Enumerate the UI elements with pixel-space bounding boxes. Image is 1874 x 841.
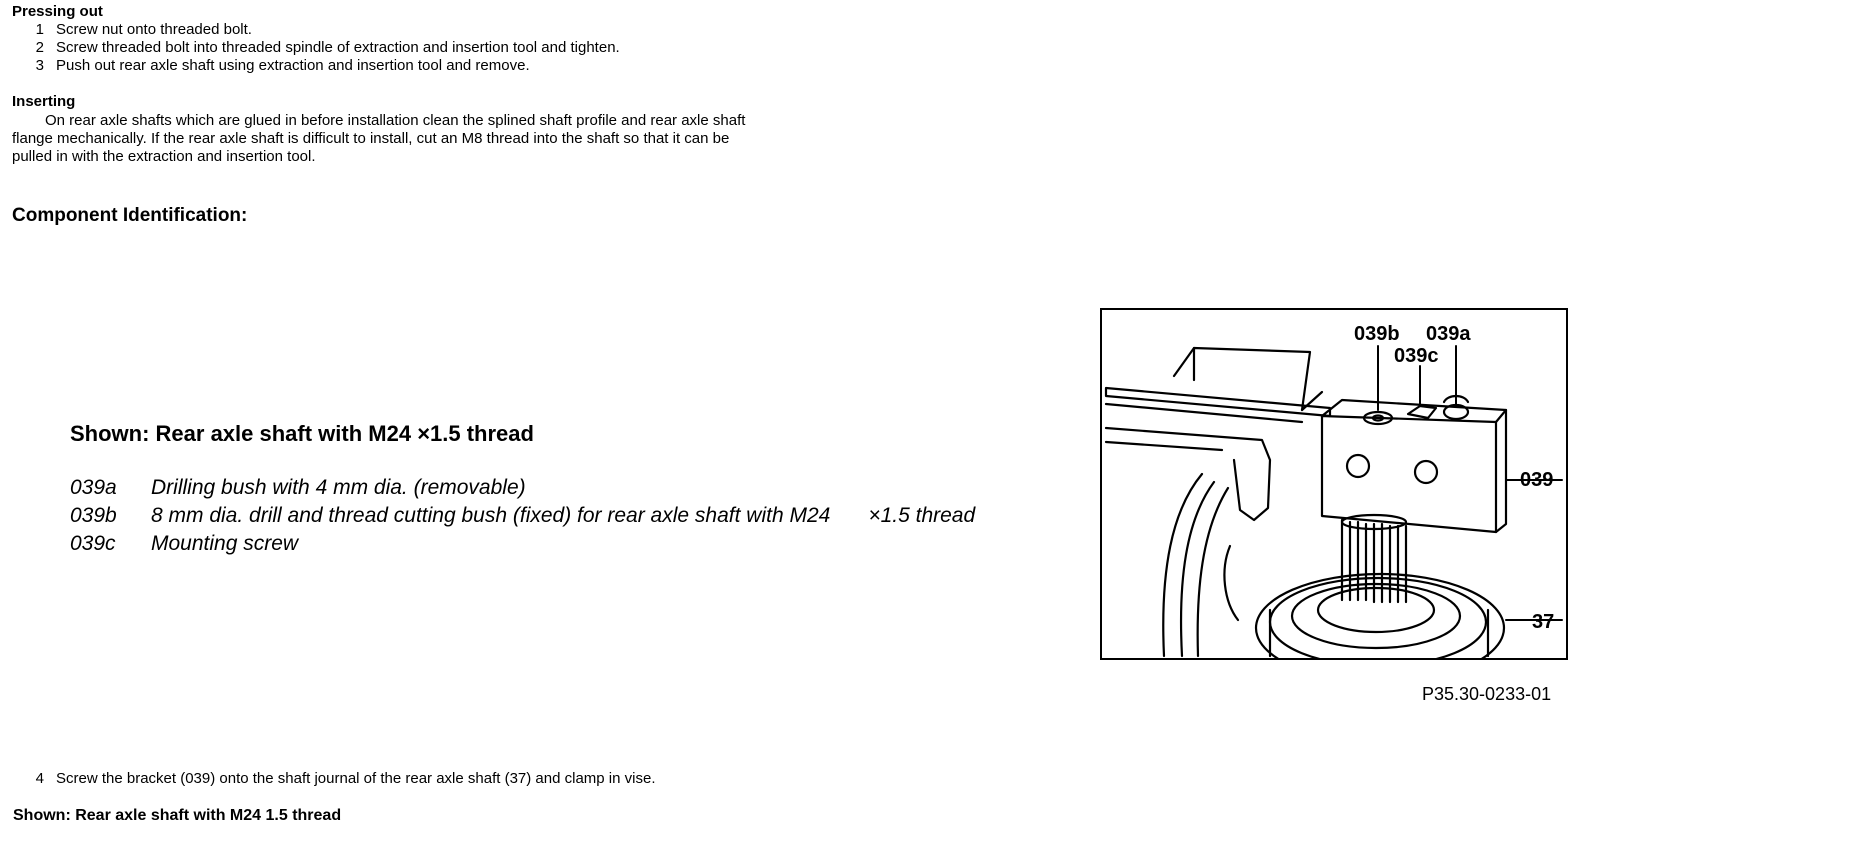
screw-039c	[1408, 406, 1436, 418]
vise-casting	[1163, 474, 1202, 656]
footer-shown-caption: Shown: Rear axle shaft with M24 1.5 thread	[13, 807, 342, 824]
legend-code: 039b	[70, 504, 117, 527]
step-number: 2	[35, 39, 44, 56]
hub-ring-mid	[1292, 584, 1460, 648]
step-4	[12, 770, 655, 787]
legend-item-039c	[70, 532, 298, 556]
vise-bracket-drawing	[1102, 310, 1566, 658]
component-identification-title: Component Identification:	[12, 205, 248, 226]
step-1	[12, 21, 252, 38]
legend-text: 8 mm dia. drill and thread cutting bush (fixed) for rear axle shaft with M24	[151, 504, 831, 527]
shown-caption: Shown: Rear axle shaft with M24 ×1.5 thread	[70, 421, 534, 446]
legend-item-039b	[70, 504, 975, 528]
hub-ring-inner	[1318, 588, 1434, 632]
legend-text: Drilling bush with 4 mm dia. (removable)	[151, 476, 526, 499]
bracket-hole-right	[1415, 461, 1437, 483]
legend-text: Mounting screw	[151, 532, 299, 555]
vise-rail	[1106, 388, 1330, 416]
pressing-out-heading: Pressing out	[12, 3, 103, 20]
step-text: Push out rear axle shaft using extraction and insertion tool and remove.	[56, 57, 530, 74]
callout-039b: 039b	[1354, 323, 1400, 345]
inserting-line: flange mechanically. If the rear axle shaft is difficult to install, cut an M8 thread into the shaft so that it can be	[12, 130, 730, 147]
inserting-heading: Inserting	[12, 93, 76, 110]
step-text: Screw nut onto threaded bolt.	[56, 21, 252, 38]
step-text: Screw threaded bolt into threaded spindle of extraction and insertion tool and tighten.	[56, 39, 620, 56]
hub-ring-outer	[1270, 578, 1486, 658]
inserting-line: On rear axle shafts which are glued in before installation clean the splined shaft profile and rear axle shaft	[45, 112, 746, 129]
legend-code: 039c	[70, 532, 116, 555]
bracket-hole-left	[1347, 455, 1369, 477]
bracket-039	[1322, 416, 1496, 532]
step-2	[12, 39, 620, 56]
legend-item-039a	[70, 476, 526, 500]
step-3	[12, 57, 530, 74]
legend-suffix: ×1.5 thread	[868, 504, 976, 527]
callout-039a: 039a	[1426, 323, 1471, 345]
inserting-paragraph	[12, 112, 802, 166]
step-text: Screw the bracket (039) onto the shaft journal of the rear axle shaft (37) and clamp in vise.	[56, 770, 656, 787]
step-number: 3	[35, 57, 44, 74]
component-illustration	[1100, 308, 1568, 660]
figure-reference: P35.30-0233-01	[1422, 684, 1552, 704]
callout-039c: 039c	[1394, 345, 1439, 367]
step-number: 4	[35, 770, 44, 787]
legend-code: 039a	[70, 476, 117, 499]
step-number: 1	[35, 21, 44, 38]
callout-37: 37	[1532, 611, 1555, 633]
inserting-line: pulled in with the extraction and insertion tool.	[12, 148, 316, 165]
callout-039: 039	[1520, 469, 1554, 491]
